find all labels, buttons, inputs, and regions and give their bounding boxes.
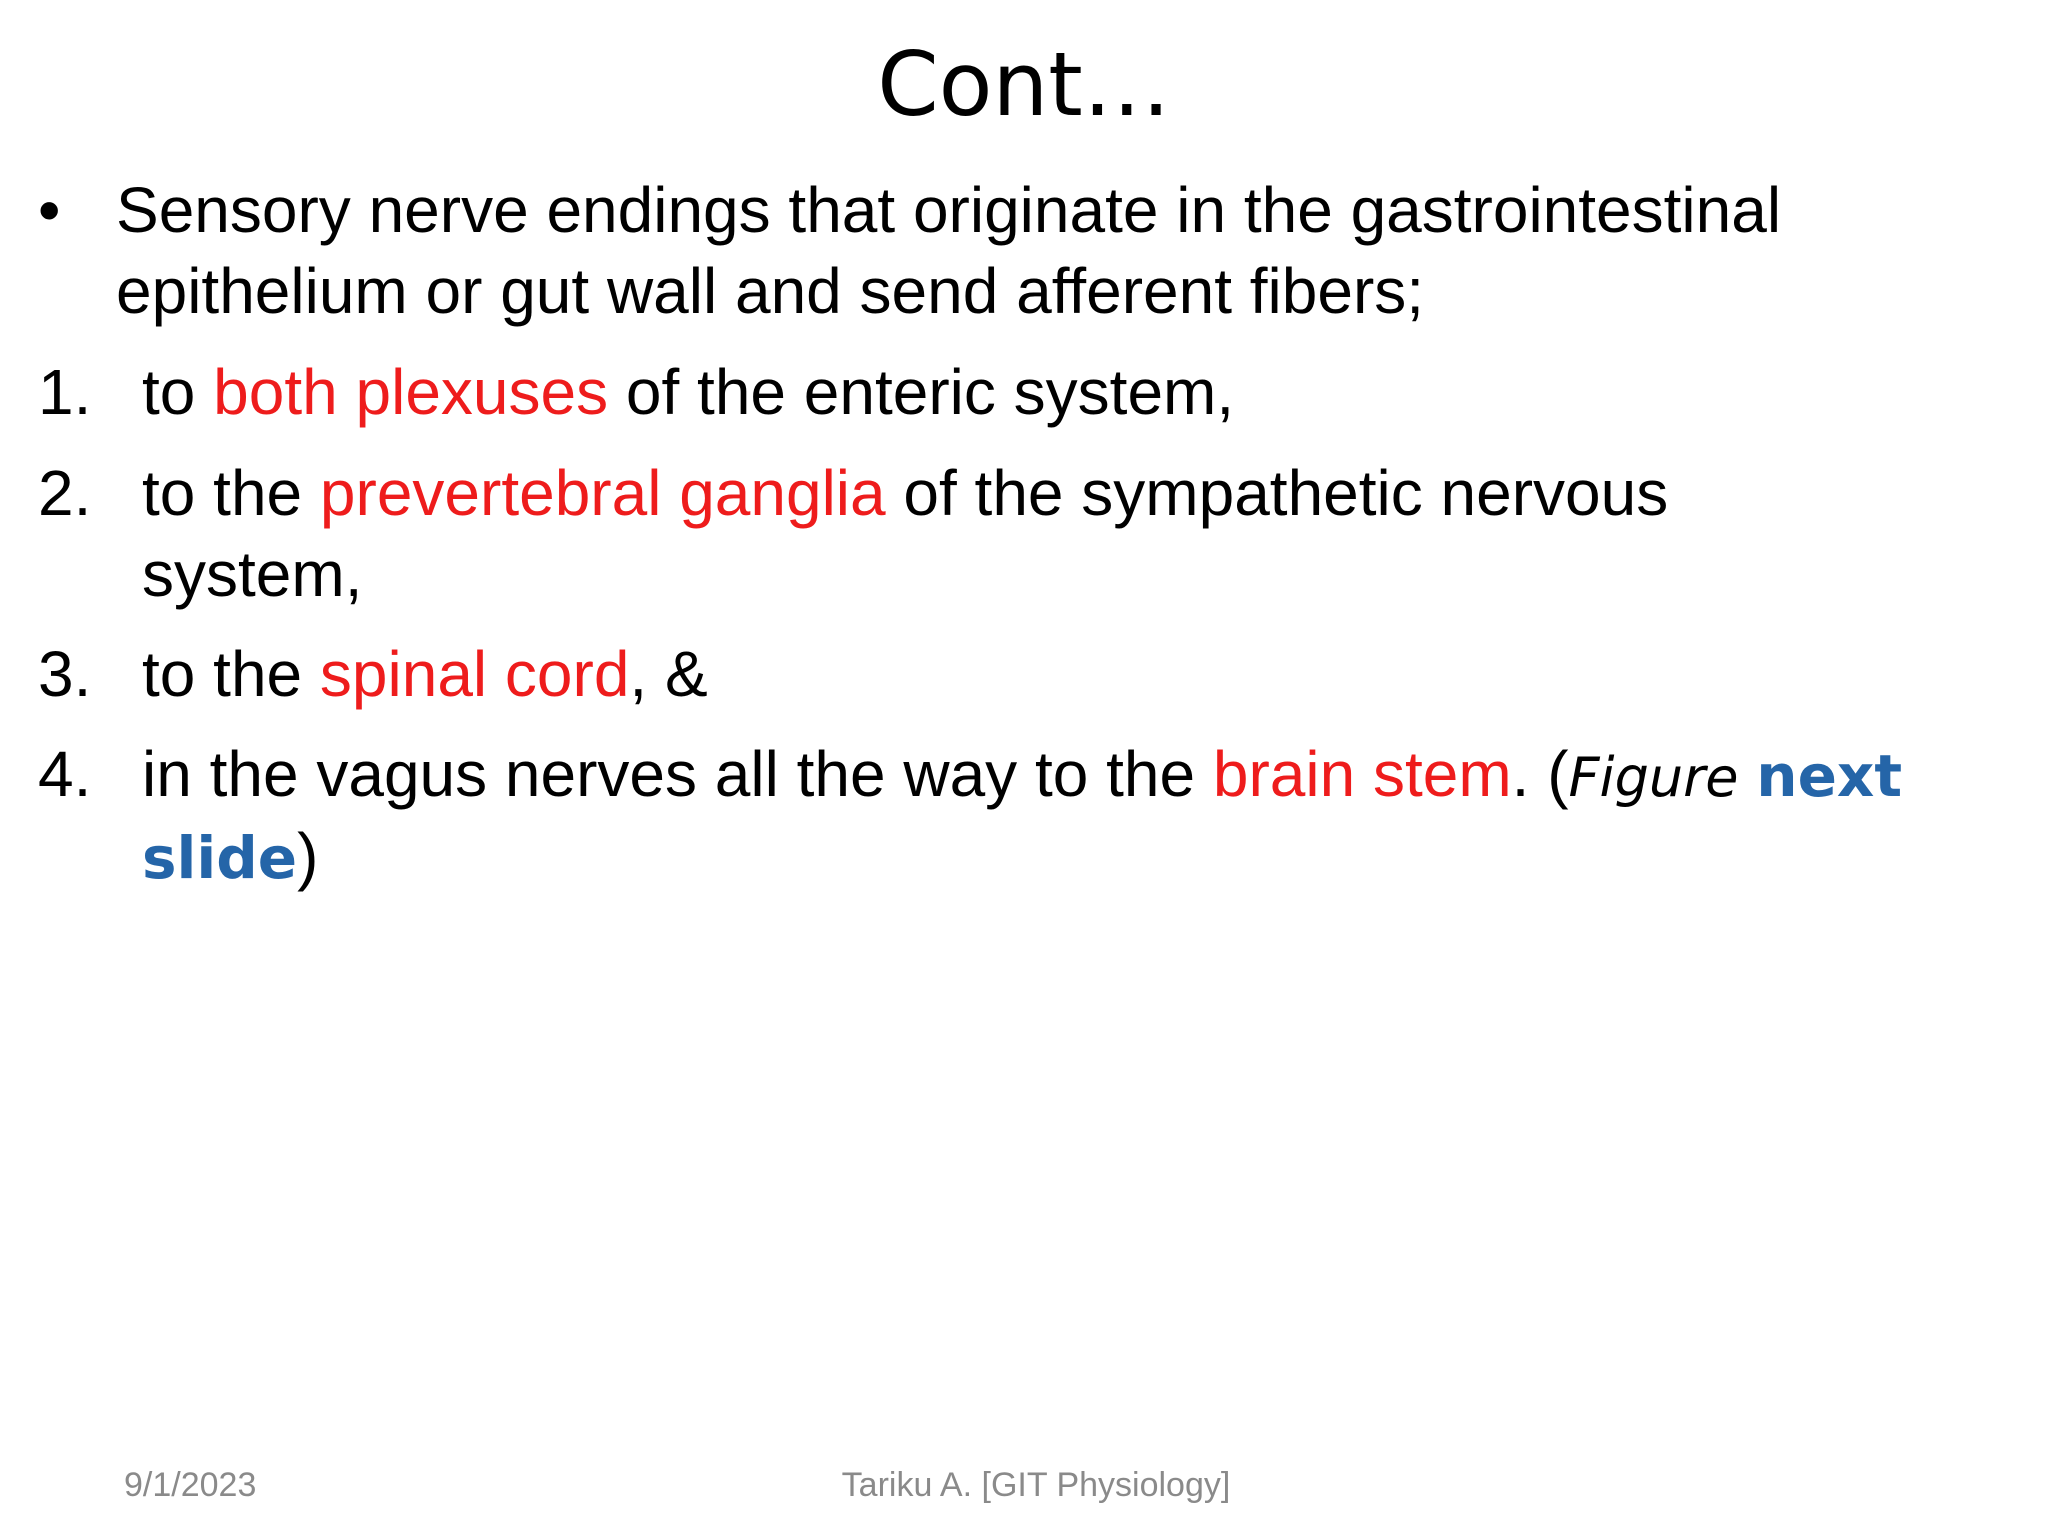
item-2-pre: to the (142, 457, 320, 529)
slide-title: Cont… (877, 33, 1171, 136)
item-4-pre: in the vagus nerves all the way to the (142, 738, 1213, 810)
item-3-text (142, 634, 708, 714)
item-4-line-2 (142, 816, 318, 898)
item-2-number: 2. (38, 457, 92, 529)
item-4-figure: Figure (1568, 746, 1739, 809)
footer-center: Tariku A. [GIT Physiology] (841, 1466, 1231, 1504)
item-3-pre: to the (142, 638, 320, 710)
item-2-post: of the sympathetic nervous (885, 457, 1669, 529)
item-1-text (142, 352, 1234, 432)
item-4-text (142, 734, 1902, 818)
item-2-text (142, 453, 1668, 533)
item-3-post: , & (629, 638, 708, 710)
next-slide-link-continued[interactable]: slide (142, 824, 298, 892)
next-slide-link[interactable]: next (1756, 742, 1903, 810)
bullet-line-2: epithelium or gut wall and send afferent fibers; (116, 255, 1425, 327)
item-1-highlight: both plexuses (213, 356, 609, 428)
footer-date: 9/1/2023 (124, 1466, 257, 1504)
item-4-post: . ( (1511, 738, 1569, 810)
item-2-highlight: prevertebral ganglia (319, 457, 886, 529)
item-1-pre: to (142, 356, 214, 428)
bullet-line-1: Sensory nerve endings that originate in the gastrointestinal (116, 174, 1782, 246)
item-1-number: 1. (38, 356, 92, 428)
item-4-close: ) (297, 820, 319, 892)
item-3-highlight: spinal cord (319, 638, 630, 710)
item-4-number: 4. (38, 738, 92, 810)
item-1-post: of the enteric system, (608, 356, 1235, 428)
item-3-number: 3. (38, 638, 92, 710)
item-4-highlight: brain stem (1212, 738, 1512, 810)
item-2-line-2: system, (142, 538, 363, 610)
bullet-marker: • (38, 174, 61, 246)
